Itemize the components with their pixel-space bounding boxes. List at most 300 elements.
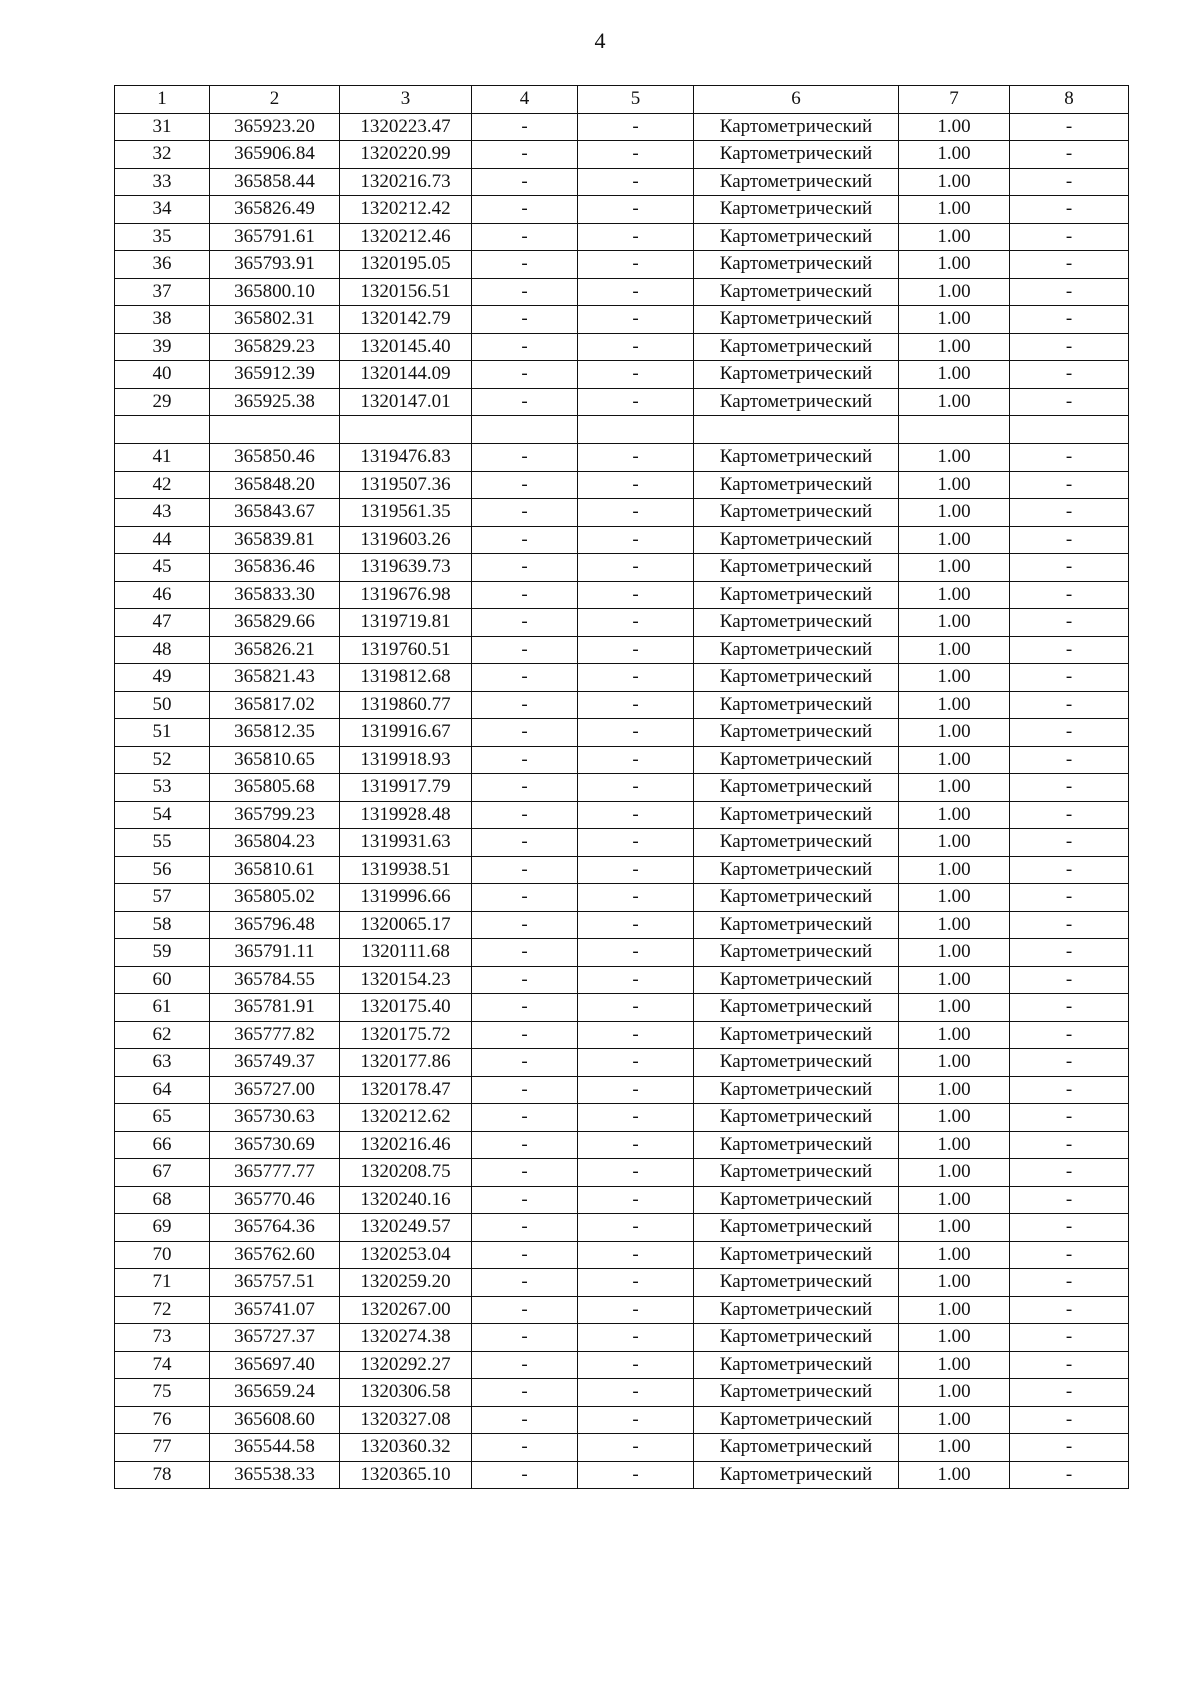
table-cell: 1320178.47 xyxy=(340,1076,472,1104)
table-cell: 38 xyxy=(115,306,210,334)
table-cell: - xyxy=(472,1269,578,1297)
table-cell: 1320177.86 xyxy=(340,1049,472,1077)
table-row xyxy=(115,499,1129,527)
table-cell: Картометрический xyxy=(694,1159,899,1187)
table-cell: 68 xyxy=(115,1186,210,1214)
table-row xyxy=(115,1269,1129,1297)
table-cell: - xyxy=(472,1104,578,1132)
table-cell: 1320365.10 xyxy=(340,1461,472,1489)
table-cell: 36 xyxy=(115,251,210,279)
table-cell: - xyxy=(1010,1324,1129,1352)
table-cell: - xyxy=(472,1159,578,1187)
table-cell: 62 xyxy=(115,1021,210,1049)
table-row xyxy=(115,911,1129,939)
table-cell: Картометрический xyxy=(694,911,899,939)
table-cell: 1319918.93 xyxy=(340,746,472,774)
table-cell: 72 xyxy=(115,1296,210,1324)
table-row xyxy=(115,719,1129,747)
table-cell: 365829.23 xyxy=(210,333,340,361)
table-cell: Картометрический xyxy=(694,994,899,1022)
table-cell: Картометрический xyxy=(694,196,899,224)
table-cell: 1320111.68 xyxy=(340,939,472,967)
table-cell: 365843.67 xyxy=(210,499,340,527)
table-cell: 365800.10 xyxy=(210,278,340,306)
table-cell: - xyxy=(472,829,578,857)
table-row xyxy=(115,444,1129,472)
table-cell: 1.00 xyxy=(899,1269,1010,1297)
table-cell: 1.00 xyxy=(899,1214,1010,1242)
table-cell: 365764.36 xyxy=(210,1214,340,1242)
table-cell: - xyxy=(578,609,694,637)
table-cell: 1320065.17 xyxy=(340,911,472,939)
table-cell: 54 xyxy=(115,801,210,829)
table-cell: - xyxy=(578,388,694,416)
table-cell: 1320212.62 xyxy=(340,1104,472,1132)
table-cell: 64 xyxy=(115,1076,210,1104)
table-cell: 365812.35 xyxy=(210,719,340,747)
table-cell: 45 xyxy=(115,554,210,582)
table-cell: 76 xyxy=(115,1406,210,1434)
table-cell xyxy=(340,416,472,444)
table-cell: - xyxy=(578,691,694,719)
column-header: 1 xyxy=(115,86,210,114)
table-cell: - xyxy=(578,884,694,912)
table-cell: - xyxy=(472,1214,578,1242)
table-cell: Картометрический xyxy=(694,1186,899,1214)
table-cell: Картометрический xyxy=(694,609,899,637)
table-cell: 1.00 xyxy=(899,664,1010,692)
table-cell: 365791.11 xyxy=(210,939,340,967)
table-cell: - xyxy=(472,746,578,774)
table-cell: 365848.20 xyxy=(210,471,340,499)
table-cell: - xyxy=(1010,1406,1129,1434)
table-cell: - xyxy=(1010,526,1129,554)
table-cell: 1319561.35 xyxy=(340,499,472,527)
table-cell: - xyxy=(1010,141,1129,169)
table-cell: 1319928.48 xyxy=(340,801,472,829)
table-cell: 1319938.51 xyxy=(340,856,472,884)
table-cell: 75 xyxy=(115,1379,210,1407)
column-header: 3 xyxy=(340,86,472,114)
table-cell: - xyxy=(472,801,578,829)
table-row xyxy=(115,691,1129,719)
table-cell: 365727.37 xyxy=(210,1324,340,1352)
table-cell: - xyxy=(578,1021,694,1049)
table-cell: Картометрический xyxy=(694,278,899,306)
table-cell: Картометрический xyxy=(694,884,899,912)
table-cell: 61 xyxy=(115,994,210,1022)
table-cell: 71 xyxy=(115,1269,210,1297)
table-cell: Картометрический xyxy=(694,829,899,857)
table-cell: - xyxy=(1010,1049,1129,1077)
table-cell: - xyxy=(472,581,578,609)
table-cell: 365850.46 xyxy=(210,444,340,472)
table-row xyxy=(115,1406,1129,1434)
table-cell: 1.00 xyxy=(899,1461,1010,1489)
table-row xyxy=(115,526,1129,554)
table-cell: Картометрический xyxy=(694,719,899,747)
table-row xyxy=(115,1379,1129,1407)
table-cell: Картометрический xyxy=(694,141,899,169)
table-cell: Картометрический xyxy=(694,444,899,472)
table-cell: 1.00 xyxy=(899,636,1010,664)
table-cell: 365796.48 xyxy=(210,911,340,939)
table-cell: - xyxy=(472,278,578,306)
table-row xyxy=(115,1324,1129,1352)
table-cell: 365858.44 xyxy=(210,168,340,196)
table-row xyxy=(115,306,1129,334)
table-cell: - xyxy=(578,1159,694,1187)
table-row xyxy=(115,278,1129,306)
table-cell: - xyxy=(578,1461,694,1489)
table-cell: - xyxy=(472,1406,578,1434)
table-cell: - xyxy=(472,554,578,582)
table-cell: - xyxy=(472,719,578,747)
table-cell: 1.00 xyxy=(899,1241,1010,1269)
table-cell: 1320145.40 xyxy=(340,333,472,361)
table-cell: 1.00 xyxy=(899,223,1010,251)
table-cell: 365799.23 xyxy=(210,801,340,829)
table-cell: 365810.65 xyxy=(210,746,340,774)
table-cell: 52 xyxy=(115,746,210,774)
table-cell: 50 xyxy=(115,691,210,719)
table-cell: - xyxy=(472,1021,578,1049)
table-cell: 1320154.23 xyxy=(340,966,472,994)
table-cell: 1.00 xyxy=(899,1324,1010,1352)
table-cell: 1320175.72 xyxy=(340,1021,472,1049)
table-cell: 1.00 xyxy=(899,361,1010,389)
table-cell: - xyxy=(472,1186,578,1214)
table-cell: 1.00 xyxy=(899,388,1010,416)
table-cell: 70 xyxy=(115,1241,210,1269)
table-cell: Картометрический xyxy=(694,223,899,251)
table-cell: - xyxy=(1010,361,1129,389)
table-cell: - xyxy=(578,1406,694,1434)
table-cell: 1320142.79 xyxy=(340,306,472,334)
table-cell: 1.00 xyxy=(899,746,1010,774)
table-cell: - xyxy=(1010,746,1129,774)
table-cell: 1.00 xyxy=(899,499,1010,527)
table-cell: - xyxy=(578,774,694,802)
table-row xyxy=(115,361,1129,389)
table-cell: 73 xyxy=(115,1324,210,1352)
table-cell: - xyxy=(472,306,578,334)
table-cell: - xyxy=(1010,1461,1129,1489)
table-cell: - xyxy=(1010,1021,1129,1049)
table-cell: 60 xyxy=(115,966,210,994)
table-cell: 1319860.77 xyxy=(340,691,472,719)
table-cell xyxy=(694,416,899,444)
table-cell: 1320360.32 xyxy=(340,1434,472,1462)
table-cell: Картометрический xyxy=(694,526,899,554)
table-cell: 1319916.67 xyxy=(340,719,472,747)
table-cell: - xyxy=(472,1324,578,1352)
table-cell: 34 xyxy=(115,196,210,224)
table-cell: 29 xyxy=(115,388,210,416)
table-cell: - xyxy=(1010,168,1129,196)
table-cell: 365608.60 xyxy=(210,1406,340,1434)
table-cell: - xyxy=(472,884,578,912)
table-cell: Картометрический xyxy=(694,1021,899,1049)
table-cell: Картометрический xyxy=(694,333,899,361)
table-cell: - xyxy=(1010,911,1129,939)
table-cell: - xyxy=(472,856,578,884)
table-cell: 1.00 xyxy=(899,141,1010,169)
table-row xyxy=(115,416,1129,444)
table-cell: - xyxy=(578,1076,694,1104)
table-cell: 67 xyxy=(115,1159,210,1187)
table-cell xyxy=(210,416,340,444)
table-cell: Картометрический xyxy=(694,1324,899,1352)
table-cell: 41 xyxy=(115,444,210,472)
table-cell: - xyxy=(1010,581,1129,609)
table-cell: - xyxy=(1010,801,1129,829)
table-cell: - xyxy=(1010,939,1129,967)
table-cell: - xyxy=(578,113,694,141)
column-header: 5 xyxy=(578,86,694,114)
table-cell: 53 xyxy=(115,774,210,802)
table-cell: - xyxy=(1010,444,1129,472)
table-cell: - xyxy=(1010,966,1129,994)
table-cell: 58 xyxy=(115,911,210,939)
table-cell: 365730.69 xyxy=(210,1131,340,1159)
table-row xyxy=(115,1214,1129,1242)
table-cell: - xyxy=(1010,1351,1129,1379)
table-cell: 365836.46 xyxy=(210,554,340,582)
table-cell: - xyxy=(1010,1269,1129,1297)
table-cell: 1.00 xyxy=(899,278,1010,306)
table-cell: Картометрический xyxy=(694,1049,899,1077)
table-cell: 1320223.47 xyxy=(340,113,472,141)
table-cell: 74 xyxy=(115,1351,210,1379)
table-row xyxy=(115,829,1129,857)
table-cell: 63 xyxy=(115,1049,210,1077)
table-row xyxy=(115,1296,1129,1324)
table-cell: - xyxy=(1010,856,1129,884)
table-cell: 365923.20 xyxy=(210,113,340,141)
table-cell: 1320212.46 xyxy=(340,223,472,251)
table-cell: 1.00 xyxy=(899,1076,1010,1104)
table-cell: - xyxy=(578,196,694,224)
column-header: 6 xyxy=(694,86,899,114)
table-cell: 1.00 xyxy=(899,856,1010,884)
table-cell xyxy=(899,416,1010,444)
table-row xyxy=(115,141,1129,169)
table-cell: - xyxy=(578,911,694,939)
table-cell: - xyxy=(578,1131,694,1159)
table-cell: 1319719.81 xyxy=(340,609,472,637)
table-row xyxy=(115,1104,1129,1132)
table-cell: 1.00 xyxy=(899,829,1010,857)
table-cell: - xyxy=(578,1214,694,1242)
table-cell: 1319917.79 xyxy=(340,774,472,802)
table-cell: 1320274.38 xyxy=(340,1324,472,1352)
table-cell: 1.00 xyxy=(899,939,1010,967)
table-cell: - xyxy=(578,526,694,554)
table-cell: - xyxy=(578,1049,694,1077)
table-cell: 365784.55 xyxy=(210,966,340,994)
table-cell: 1320249.57 xyxy=(340,1214,472,1242)
table-cell: 65 xyxy=(115,1104,210,1132)
table-cell: 1.00 xyxy=(899,1406,1010,1434)
table-cell: - xyxy=(1010,333,1129,361)
table-cell: - xyxy=(472,1241,578,1269)
table-cell: 365826.49 xyxy=(210,196,340,224)
table-cell: 365826.21 xyxy=(210,636,340,664)
table-cell: - xyxy=(1010,223,1129,251)
table-cell: - xyxy=(472,966,578,994)
table-cell: 365762.60 xyxy=(210,1241,340,1269)
table-cell: 31 xyxy=(115,113,210,141)
table-cell: - xyxy=(578,361,694,389)
table-cell: 43 xyxy=(115,499,210,527)
table-cell: 365749.37 xyxy=(210,1049,340,1077)
table-cell: - xyxy=(472,1296,578,1324)
table-cell: - xyxy=(472,609,578,637)
table-cell: 33 xyxy=(115,168,210,196)
table-cell: - xyxy=(1010,719,1129,747)
table-cell: - xyxy=(1010,113,1129,141)
table-cell: 1.00 xyxy=(899,884,1010,912)
table-cell: 1.00 xyxy=(899,306,1010,334)
table-row xyxy=(115,1131,1129,1159)
table-row xyxy=(115,113,1129,141)
table-cell: 1320259.20 xyxy=(340,1269,472,1297)
table-cell: - xyxy=(472,664,578,692)
table-cell: 1320306.58 xyxy=(340,1379,472,1407)
table-cell: 1320220.99 xyxy=(340,141,472,169)
table-cell: - xyxy=(578,994,694,1022)
table-cell: 365805.02 xyxy=(210,884,340,912)
table-cell: - xyxy=(1010,1296,1129,1324)
table-cell: - xyxy=(1010,774,1129,802)
table-cell: Картометрический xyxy=(694,1351,899,1379)
table-cell: - xyxy=(1010,471,1129,499)
table-cell: 365925.38 xyxy=(210,388,340,416)
table-row xyxy=(115,856,1129,884)
table-cell: 1.00 xyxy=(899,581,1010,609)
table-cell: - xyxy=(578,1104,694,1132)
table-cell: 365777.77 xyxy=(210,1159,340,1187)
table-cell: - xyxy=(472,444,578,472)
table-cell: Картометрический xyxy=(694,966,899,994)
table-cell: - xyxy=(1010,691,1129,719)
table-cell: 365781.91 xyxy=(210,994,340,1022)
table-row xyxy=(115,746,1129,774)
table-cell: - xyxy=(472,1379,578,1407)
table-cell: 1320156.51 xyxy=(340,278,472,306)
table-cell: 1319931.63 xyxy=(340,829,472,857)
table-cell: - xyxy=(1010,554,1129,582)
table-row xyxy=(115,196,1129,224)
table-cell: - xyxy=(472,526,578,554)
table-cell: - xyxy=(472,499,578,527)
table-cell: 1.00 xyxy=(899,966,1010,994)
table-cell: 1.00 xyxy=(899,1104,1010,1132)
table-cell: Картометрический xyxy=(694,554,899,582)
table-cell: Картометрический xyxy=(694,1076,899,1104)
table-cell: 365791.61 xyxy=(210,223,340,251)
table-cell: Картометрический xyxy=(694,306,899,334)
table-cell: 35 xyxy=(115,223,210,251)
table-cell: 365730.63 xyxy=(210,1104,340,1132)
table-cell: 1.00 xyxy=(899,444,1010,472)
table-cell: 42 xyxy=(115,471,210,499)
table-cell: 47 xyxy=(115,609,210,637)
table-cell: 77 xyxy=(115,1434,210,1462)
table-cell: Картометрический xyxy=(694,471,899,499)
table-cell: Картометрический xyxy=(694,113,899,141)
table-cell: - xyxy=(1010,664,1129,692)
table-cell: Картометрический xyxy=(694,1406,899,1434)
table-cell: - xyxy=(472,168,578,196)
table-row xyxy=(115,333,1129,361)
table-cell: - xyxy=(472,471,578,499)
table-cell: Картометрический xyxy=(694,1461,899,1489)
table-cell: - xyxy=(472,223,578,251)
table-cell: 48 xyxy=(115,636,210,664)
page-number: 4 xyxy=(594,28,606,53)
table-cell: - xyxy=(472,113,578,141)
table-cell: 1.00 xyxy=(899,609,1010,637)
table-cell xyxy=(472,416,578,444)
table-cell: - xyxy=(1010,388,1129,416)
table-cell: 1.00 xyxy=(899,196,1010,224)
table-row xyxy=(115,1351,1129,1379)
table-cell: - xyxy=(578,1434,694,1462)
table-cell: - xyxy=(472,141,578,169)
table-cell: 1319476.83 xyxy=(340,444,472,472)
table-cell: - xyxy=(578,278,694,306)
table-cell: 49 xyxy=(115,664,210,692)
table-cell: - xyxy=(578,1186,694,1214)
table-cell: 1.00 xyxy=(899,526,1010,554)
table-cell: - xyxy=(1010,1214,1129,1242)
table-cell: - xyxy=(578,581,694,609)
table-cell: - xyxy=(578,251,694,279)
table-row xyxy=(115,1461,1129,1489)
table-cell: 1319812.68 xyxy=(340,664,472,692)
table-cell: 365804.23 xyxy=(210,829,340,857)
table-cell: - xyxy=(578,444,694,472)
table-cell: 59 xyxy=(115,939,210,967)
table-cell: - xyxy=(578,856,694,884)
table-cell: 1320327.08 xyxy=(340,1406,472,1434)
table-row xyxy=(115,554,1129,582)
table-cell: Картометрический xyxy=(694,1434,899,1462)
table-cell: 1320216.46 xyxy=(340,1131,472,1159)
table-cell: - xyxy=(472,196,578,224)
table-cell: - xyxy=(1010,1131,1129,1159)
table-row xyxy=(115,609,1129,637)
table-row xyxy=(115,223,1129,251)
table-row xyxy=(115,388,1129,416)
table-cell: 1320216.73 xyxy=(340,168,472,196)
table-cell: 1319639.73 xyxy=(340,554,472,582)
table-cell: 1320240.16 xyxy=(340,1186,472,1214)
table-cell: - xyxy=(1010,636,1129,664)
table-cell: 1319676.98 xyxy=(340,581,472,609)
table-cell: 1320144.09 xyxy=(340,361,472,389)
table-cell: - xyxy=(1010,1434,1129,1462)
table-row xyxy=(115,251,1129,279)
table-cell: - xyxy=(472,1131,578,1159)
table-cell: 69 xyxy=(115,1214,210,1242)
column-header: 7 xyxy=(899,86,1010,114)
table-cell: - xyxy=(1010,829,1129,857)
table-body xyxy=(115,113,1129,1489)
table-cell: 1.00 xyxy=(899,1351,1010,1379)
